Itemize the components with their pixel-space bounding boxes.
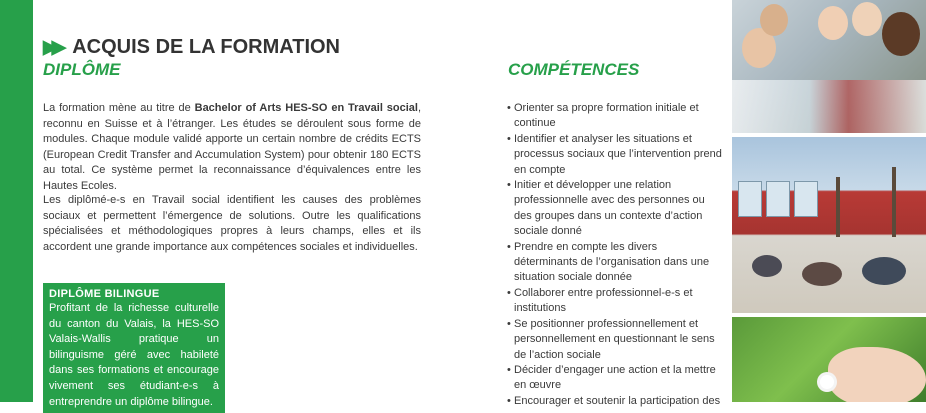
list-item: • Identifier et analyser les situations et processus sociaux que l’intervention prend en compte	[507, 132, 722, 178]
diplome-heading: DIPLÔME	[43, 60, 121, 79]
page-title: ACQUIS DE LA FORMATION	[72, 36, 340, 58]
degree-title: Bachelor of Arts HES-SO en Travail social	[194, 102, 418, 114]
list-item: • Prendre en compte les divers déterminants de l’organisation dans une situation sociale donnée	[507, 240, 722, 286]
building-window	[738, 181, 762, 217]
left-green-band	[0, 0, 33, 402]
students-group-photo	[732, 0, 926, 133]
list-item: • Collaborer entre professionnel-e-s et institutions	[507, 286, 722, 317]
building-window	[766, 181, 790, 217]
students-clothing	[732, 80, 926, 133]
list-item: • Initier et développer une relation professionnelle avec des personnes ou des groupes dans un contexte d’action sociale donné	[507, 178, 722, 240]
tree	[892, 167, 896, 237]
double-arrow-icon: ▶▶	[43, 37, 61, 58]
student-face	[882, 12, 920, 56]
competences-list	[507, 101, 722, 409]
student-face	[818, 6, 848, 40]
tree	[836, 177, 840, 237]
list-item: • Décider d’engager une action et la mettre en œuvre	[507, 363, 722, 394]
list-item: • Encourager et soutenir la participation des	[507, 394, 722, 409]
diplome-paragraph-2: Les diplômé-e-s en Travail social identifient les causes des problèmes sociaux et permettent l’émergence de solutions. Outre les qualifications spécialisées et méthodologiques propres à leurs champs, elles et ils accordent une grande importance aux compétences sociales et individuelles.	[43, 194, 421, 253]
people-sitting	[862, 257, 906, 285]
bilingue-box	[43, 283, 225, 413]
hand-flower-photo	[732, 317, 926, 402]
student-face	[760, 4, 788, 36]
bilingue-heading: DIPLÔME BILINGUE	[49, 288, 160, 300]
student-face	[852, 2, 882, 36]
list-item: • Orienter sa propre formation initiale et continue	[507, 101, 722, 132]
diplome-paragraph-1: La formation mène au titre de Bachelor of Arts HES-SO en Travail social, reconnu en Suisse et à l’étranger. Les études se déroulent sous forme de modules. Chaque module validé apporte un certain nombre de crédits ECTS (European Credit Transfer and Accumulation System) pour obtenir 180 ECTS au total. Ce système permet la reconnaissance d’équivalences entre les Hautes Ecoles.	[43, 102, 421, 192]
bilingue-text: Profitant de la richesse culturelle du canton du Valais, la HES-SO Valais-Wallis pratique un bilinguisme géré avec habileté dans ses formations et encourage vivement ses étudiant-e-s à entreprendre un diplôme bilingue.	[49, 302, 219, 408]
competences-heading: COMPÉTENCES	[508, 60, 640, 79]
campus-building-photo	[732, 137, 926, 313]
daisy-flower	[820, 375, 834, 389]
people-sitting	[752, 255, 782, 277]
hand	[828, 347, 926, 402]
building-window	[794, 181, 818, 217]
photo-column	[728, 0, 926, 402]
section-title	[43, 36, 340, 59]
people-sitting	[802, 262, 842, 286]
list-item: • Se positionner professionnellement et personnellement en questionnant le sens de l’action sociale	[507, 317, 722, 363]
